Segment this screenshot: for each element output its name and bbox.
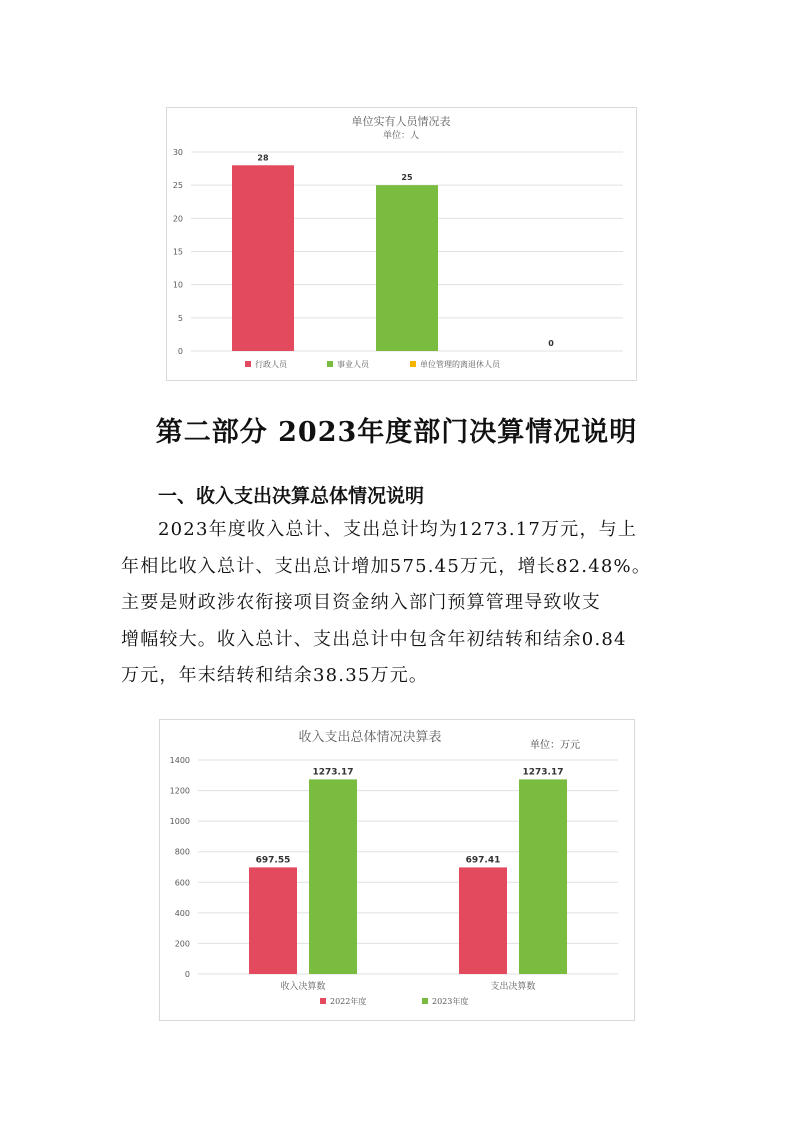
legend-label: 单位管理的离退休人员 (420, 360, 500, 369)
y-tick-label: 1000 (169, 817, 190, 827)
paragraph-line: 年相比收入总计、支出总计增加575.45万元，增长82.48%。 (121, 555, 652, 577)
y-tick-label: 20 (172, 214, 183, 224)
y-tick-label: 0 (177, 347, 183, 356)
x-tick-label: 收入决算数 (280, 982, 326, 992)
y-tick-label: 400 (174, 908, 190, 918)
legend-swatch (410, 361, 416, 367)
data-label: 0 (548, 339, 554, 348)
section-heading: 第二部分 2023年度部门决算情况说明 (155, 417, 638, 448)
legend-swatch (327, 361, 333, 367)
legend-swatch (320, 998, 326, 1004)
x-tick-label: 支出决算数 (490, 982, 536, 992)
paragraph-line: 增幅较大。收入总计、支出总计中包含年初结转和结余0.84 (121, 628, 627, 650)
paragraph-line: 2023年度收入总计、支出总计均为1273.17万元，与上 (158, 519, 638, 540)
y-tick-label: 1200 (169, 786, 190, 796)
data-label: 697.55 (255, 855, 291, 866)
data-label: 697.41 (465, 855, 501, 866)
legend-label: 2023年度 (432, 997, 469, 1006)
y-tick-label: 1400 (169, 756, 190, 765)
legend-label: 事业人员 (337, 360, 369, 369)
bar (309, 779, 357, 974)
bar (459, 867, 507, 974)
y-tick-label: 25 (172, 181, 183, 191)
y-tick-label: 15 (172, 247, 183, 257)
paragraph-line: 主要是财政涉农衔接项目资金纳入部门预算管理导致收支 (121, 592, 601, 614)
bar (519, 779, 567, 974)
data-label: 1273.17 (312, 767, 354, 778)
chart-subtitle: 单位：人 (382, 131, 420, 141)
paragraph-line: 万元，年末结转和结余38.35万元。 (121, 665, 429, 687)
subheading: 一、收入支出决算总体情况说明 (158, 485, 425, 507)
legend-label: 2022年度 (330, 997, 367, 1006)
y-tick-label: 10 (172, 280, 183, 290)
staff-chart-svg (167, 108, 636, 380)
bar (232, 165, 294, 351)
y-tick-label: 200 (174, 939, 190, 949)
income-expense-chart-svg (160, 720, 634, 1020)
bar (249, 867, 297, 974)
chart-title: 收入支出总体情况决算表 (298, 730, 442, 745)
staff-chart (166, 107, 637, 381)
legend-label: 行政人员 (255, 360, 287, 369)
y-tick-label: 30 (172, 148, 183, 157)
chart-title: 单位实有人员情况表 (351, 115, 451, 128)
y-tick-label: 800 (174, 847, 190, 857)
y-tick-label: 0 (184, 970, 190, 979)
bar (376, 185, 438, 351)
data-label: 1273.17 (522, 767, 564, 778)
y-tick-label: 600 (174, 878, 190, 888)
summary-paragraph (121, 512, 681, 695)
data-label: 28 (257, 153, 269, 163)
y-tick-label: 5 (177, 313, 183, 323)
legend-swatch (245, 361, 251, 367)
unit-note: 单位：万元 (530, 740, 580, 751)
data-label: 25 (401, 173, 413, 183)
income-expense-chart (159, 719, 635, 1021)
legend-swatch (422, 998, 428, 1004)
